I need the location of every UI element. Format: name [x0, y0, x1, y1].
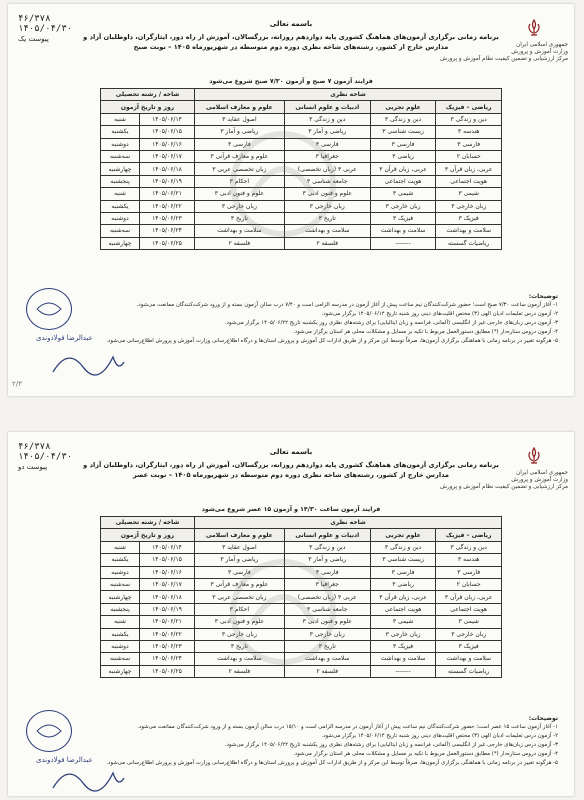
- subject-cell: عربی، زبان قرآن ۳: [370, 163, 436, 175]
- notes-heading: توضیحات:: [528, 715, 558, 722]
- subject-cell: سلامت و بهداشت: [370, 653, 436, 665]
- watermark-logo-icon: [198, 124, 368, 244]
- column-header: علوم تجربی: [370, 101, 436, 113]
- subject-cell: ریاضی و آمار ۳: [195, 554, 285, 566]
- note-item: ۵- هرگونه تغییر در برنامه زمانی با هماهنگی برگزاری آزمون‌ها، صرفاً توسط این مرکز و از طریق ادارات کل آموزش و پرورش استان‌ها و درگاه اطلاع‌رسانی وزارت آموزش و پرورش اطلاع‌رسانی می‌شود.: [106, 760, 558, 766]
- exam-day-cell: دوشنبه: [101, 138, 140, 150]
- exam-day-cell: شنبه: [101, 113, 140, 125]
- subject-cell: دین و زندگی ۳: [284, 113, 370, 125]
- subject-cell: حسابان ۲: [436, 150, 502, 162]
- subject-cell: فارسی ۳: [284, 566, 370, 578]
- subject-cell: فارسی ۳: [436, 138, 502, 150]
- attachment-label: پیوست دو: [18, 463, 48, 471]
- ministry-line: مرکز ارزشیابی و تضمین کیفیت نظام آموزش و پرورش: [440, 484, 568, 490]
- subject-cell: سلامت و بهداشت: [436, 225, 502, 237]
- exam-date-cell: ۱۴۰۵/۰۶/۱۷: [140, 578, 195, 590]
- subject-cell: ریاضی و آمار ۳: [284, 554, 370, 566]
- reference-number: ۴۶/۳۷۸: [18, 14, 51, 24]
- exam-day-cell: پنجشنبه: [101, 175, 140, 187]
- exam-date-cell: ۱۴۰۵/۰۶/۱۶: [140, 566, 195, 578]
- subject-cell: هویت اجتماعی: [370, 603, 436, 615]
- subject-cell: زبان تخصصی عربی ۳: [195, 591, 285, 603]
- subject-cell: زبان خارجی ۳: [284, 628, 370, 640]
- exam-date-cell: ۱۴۰۵/۰۶/۲۳: [140, 640, 195, 652]
- subject-cell: -------: [370, 665, 436, 677]
- exam-day-cell: چهارشنبه: [101, 665, 140, 677]
- subject-cell: فیزیک ۳: [436, 640, 502, 652]
- subject-cell: هندسه ۳: [436, 554, 502, 566]
- subject-cell: عربی، زبان قرآن ۳: [436, 591, 502, 603]
- exam-day-cell: شنبه: [101, 541, 140, 553]
- subject-cell: حسابان ۲: [436, 578, 502, 590]
- exam-day-cell: چهارشنبه: [101, 237, 140, 249]
- note-item: ۱- آغاز آزمون ساعت ۱۵ عصر است؛ حضور شرکت‌کنندگان نیم ساعت پیش از آغاز آزمون در مدرسه الزامی است و ۱۵/۱۰ درب سالن آزمون بسته و از ورود شرکت‌کنندگان ممانعت می‌شود.: [137, 724, 558, 730]
- signer-name: عبدالرضا فولادوندی: [36, 756, 93, 764]
- subject-cell: ریاضیات گسسته: [436, 237, 502, 249]
- exam-time-subhead: فرایند آزمون ساعت ۱۴/۳۰ و آزمون ۱۵ عصر شروع می‌شود: [201, 506, 381, 513]
- subject-cell: زبان خارجی ۳: [436, 628, 502, 640]
- subject-cell: عربی ۳ (زبان تخصصی): [284, 591, 370, 603]
- exam-date-cell: ۱۴۰۵/۰۶/۲۵: [140, 665, 195, 677]
- subject-cell: اصول عقاید ۳: [195, 113, 285, 125]
- exam-day-cell: سه‌شنبه: [101, 653, 140, 665]
- subject-cell: زبان تخصصی عربی ۳: [195, 163, 285, 175]
- exam-day-cell: یکشنبه: [101, 554, 140, 566]
- exam-date-cell: ۱۴۰۵/۰۶/۲۵: [140, 237, 195, 249]
- subject-cell: تاریخ ۳: [195, 212, 285, 224]
- subject-cell: سلامت و بهداشت: [195, 653, 285, 665]
- subject-cell: ریاضیات گسسته: [436, 665, 502, 677]
- subject-cell: فلسفه ۲: [195, 665, 285, 677]
- exam-day-cell: پنجشنبه: [101, 603, 140, 615]
- subject-cell: دین و زندگی ۳: [284, 541, 370, 553]
- exam-day-cell: دوشنبه: [101, 212, 140, 224]
- bismillah: باسمه تعالی: [269, 20, 313, 28]
- note-item: ۴- آزمون دروس ستاره‌دار (*) مطابق دستورالعمل مربوط با تکیه بر مسایل و مشکلات محلی هر استان برگزار می‌شود.: [293, 751, 558, 757]
- subject-cell: هویت اجتماعی: [370, 175, 436, 187]
- subject-cell: تاریخ ۳: [195, 640, 285, 652]
- exam-day-cell: یکشنبه: [101, 200, 140, 212]
- subject-cell: فارسی ۳: [370, 566, 436, 578]
- subject-cell: تاریخ ۳: [284, 640, 370, 652]
- subject-cell: سلامت و بهداشت: [284, 653, 370, 665]
- subject-cell: زیست شناسی ۳: [370, 554, 436, 566]
- subject-cell: علوم و معارف قرآنی ۳: [195, 150, 285, 162]
- branch-header: شاخه نظری: [195, 517, 502, 529]
- subject-cell: زبان خارجی ۳: [195, 200, 285, 212]
- subject-cell: هویت اجتماعی: [436, 603, 502, 615]
- note-item: ۲- آزمون درس تعلیمات ادیان الهی (۳) مختص اقلیت‌های دینی روز شنبه تاریخ ۱۴۰۵/۰۶/۱۴ برگزار می‌شود.: [321, 733, 558, 739]
- column-header: علوم تجربی: [370, 529, 436, 541]
- subject-cell: شیمی ۳: [436, 188, 502, 200]
- circular-stamp-icon: [26, 710, 72, 752]
- subject-cell: احکام ۳: [195, 603, 285, 615]
- exam-day-cell: سه‌شنبه: [101, 150, 140, 162]
- subject-cell: فارسی ۳: [370, 138, 436, 150]
- subject-cell: سلامت و بهداشت: [436, 653, 502, 665]
- subject-cell: هویت اجتماعی: [436, 175, 502, 187]
- subject-cell: علوم و فنون ادبی ۳: [195, 188, 285, 200]
- subject-cell: علوم و معارف قرآنی ۳: [195, 578, 285, 590]
- column-header: علوم و معارف اسلامی: [195, 529, 285, 541]
- exam-date-cell: ۱۴۰۵/۰۶/۱۵: [140, 554, 195, 566]
- column-header: ادبیات و علوم انسانی: [284, 529, 370, 541]
- note-item: ۴- آزمون دروس ستاره‌دار (*) مطابق دستورالعمل مربوط با تکیه بر مسایل و مشکلات محلی هر استان برگزار می‌شود.: [293, 329, 558, 335]
- subject-cell: عربی ۳ (زبان تخصصی): [284, 163, 370, 175]
- exam-day-cell: شنبه: [101, 616, 140, 628]
- subject-cell: فارسی ۳: [436, 566, 502, 578]
- subject-cell: زبان خارجی ۳: [195, 628, 285, 640]
- day-date-header: روز و تاریخ آزمون: [101, 101, 195, 113]
- exam-time-subhead: فرایند آزمون ۷ صبح و آزمون ۷/۳۰ صبح شروع می‌شود: [209, 78, 373, 85]
- exam-date-cell: ۱۴۰۵/۰۶/۱۴: [140, 113, 195, 125]
- subject-cell: زبان خارجی ۳: [370, 628, 436, 640]
- exam-day-cell: دوشنبه: [101, 566, 140, 578]
- subject-cell: هندسه ۳: [436, 126, 502, 138]
- subject-cell: عربی، زبان قرآن ۳: [436, 163, 502, 175]
- subject-cell: فلسفه ۲: [284, 237, 370, 249]
- attachment-label: پیوست یک: [18, 35, 49, 43]
- bismillah: باسمه تعالی: [269, 448, 313, 456]
- subject-cell: زیست شناسی ۳: [370, 126, 436, 138]
- subject-cell: شیمی ۳: [370, 188, 436, 200]
- subject-cell: -------: [370, 237, 436, 249]
- column-header: علوم و معارف اسلامی: [195, 101, 285, 113]
- subject-cell: علوم و فنون ادبی ۳: [284, 616, 370, 628]
- exam-date-cell: ۱۴۰۵/۰۶/۱۸: [140, 591, 195, 603]
- exam-day-cell: دوشنبه: [101, 640, 140, 652]
- subject-cell: سلامت و بهداشت: [370, 225, 436, 237]
- watermark-logo-icon: [198, 552, 368, 672]
- page-number: ۲/۳: [12, 380, 22, 388]
- column-header: ادبیات و علوم انسانی: [284, 101, 370, 113]
- subject-cell: فارسی ۳: [195, 566, 285, 578]
- subject-cell: جغرافیا ۳: [284, 150, 370, 162]
- subject-cell: دین و زندگی ۳: [370, 113, 436, 125]
- notes-heading: توضیحات:: [528, 293, 558, 300]
- subject-cell: فیزیک ۳: [370, 212, 436, 224]
- reference-date: ۱۴۰۵/۰۴/۳۰: [18, 24, 73, 34]
- exam-date-cell: ۱۴۰۵/۰۶/۲۴: [140, 653, 195, 665]
- exam-day-cell: یکشنبه: [101, 126, 140, 138]
- subject-cell: ریاضی ۳: [370, 150, 436, 162]
- subject-cell: تاریخ ۳: [284, 212, 370, 224]
- subject-cell: ریاضی ۳: [370, 578, 436, 590]
- day-date-header: روز و تاریخ آزمون: [101, 529, 195, 541]
- document-title: برنامه زمانی برگزاری آزمون‌های هماهنگ کشوری پایه دوازدهم روزانه، بزرگسالان، آموزش از راه دور، ایثارگران، داوطلبان آزاد و مدارس خارج از کشور، رشته‌های شاخه نظری دوره دوم متوسطه در شهریورماه ۱۴۰۵ – نوبت عصر: [83, 461, 499, 479]
- exam-date-cell: ۱۴۰۵/۰۶/۱۶: [140, 138, 195, 150]
- reference-number: ۴۶/۳۷۸: [18, 442, 51, 452]
- ministry-line: جمهوری اسلامی ایران: [516, 470, 568, 476]
- subject-cell: سلامت و بهداشت: [284, 225, 370, 237]
- exam-date-cell: ۱۴۰۵/۰۶/۲۱: [140, 188, 195, 200]
- exam-date-cell: ۱۴۰۵/۰۶/۱۸: [140, 163, 195, 175]
- subject-cell: زبان خارجی ۳: [370, 200, 436, 212]
- subject-cell: شیمی ۳: [436, 616, 502, 628]
- exam-date-cell: ۱۴۰۵/۰۶/۲۱: [140, 616, 195, 628]
- ministry-line: جمهوری اسلامی ایران: [516, 42, 568, 48]
- subject-cell: علوم و فنون ادبی ۳: [284, 188, 370, 200]
- column-header: ریاضی – فیزیک: [436, 529, 502, 541]
- signature-icon: [48, 758, 128, 796]
- subject-cell: شیمی ۳: [370, 616, 436, 628]
- subject-cell: اصول عقاید ۳: [195, 541, 285, 553]
- subject-cell: فیزیک ۳: [436, 212, 502, 224]
- exam-day-cell: شنبه: [101, 188, 140, 200]
- document-page-morning: [8, 4, 574, 396]
- exam-day-cell: سه‌شنبه: [101, 225, 140, 237]
- document-page-afternoon: [8, 432, 574, 796]
- exam-date-cell: ۱۴۰۵/۰۶/۱۹: [140, 603, 195, 615]
- exam-date-cell: ۱۴۰۵/۰۶/۲۴: [140, 225, 195, 237]
- exam-date-cell: ۱۴۰۵/۰۶/۱۴: [140, 541, 195, 553]
- reference-date: ۱۴۰۵/۰۴/۳۰: [18, 452, 73, 462]
- track-header: شاخه / رشته تحصیلی: [101, 89, 195, 101]
- subject-cell: فارسی ۳: [195, 138, 285, 150]
- ministry-line: وزارت آموزش و پرورش: [511, 49, 568, 55]
- subject-cell: زبان خارجی ۳: [284, 200, 370, 212]
- notes-section: [48, 292, 558, 346]
- subject-cell: دین و زندگی ۳: [370, 541, 436, 553]
- exam-date-cell: ۱۴۰۵/۰۶/۲۳: [140, 212, 195, 224]
- document-title: برنامه زمانی برگزاری آزمون‌های هماهنگ کشوری پایه دوازدهم روزانه، بزرگسالان، آموزش از راه دور، ایثارگران، داوطلبان آزاد و مدارس خارج از کشور، رشته‌های شاخه نظری دوره دوم متوسطه در شهریورماه ۱۴۰۵ – نوبت صبح: [83, 33, 499, 51]
- subject-cell: جامعه شناسی ۳: [284, 603, 370, 615]
- subject-cell: عربی، زبان قرآن ۳: [370, 591, 436, 603]
- subject-cell: زبان خارجی ۳: [436, 200, 502, 212]
- exam-day-cell: سه‌شنبه: [101, 578, 140, 590]
- note-item: ۲- آزمون درس تعلیمات ادیان الهی (۳) مختص اقلیت‌های دینی روز شنبه تاریخ ۱۴۰۵/۰۶/۱۴ برگزار می‌شود.: [321, 311, 558, 317]
- branch-header: شاخه نظری: [195, 89, 502, 101]
- note-item: ۳- آزمون درس زبان‌های خارجی غیر از انگلیسی (آلمانی، فرانسه و زبان ایتالیایی) برای رشته‌های نظری روز یکشنبه تاریخ ۱۴۰۵/۰۶/۲۲ برگزار می‌شود.: [224, 320, 558, 326]
- circular-stamp-icon: [26, 288, 72, 330]
- note-item: ۱- آغاز آزمون ساعت ۷/۳۰ صبح است؛ حضور شرکت‌کنندگان نیم ساعت پیش از آغاز آزمون در مدرسه الزامی است و ۷/۴۰ درب سالن آزمون بسته و از ورود شرکت‌کنندگان ممانعت می‌شود.: [136, 302, 558, 308]
- subject-cell: ریاضی و آمار ۳: [195, 126, 285, 138]
- ministry-line: وزارت آموزش و پرورش: [511, 477, 568, 483]
- exam-date-cell: ۱۴۰۵/۰۶/۱۷: [140, 150, 195, 162]
- exam-date-cell: ۱۴۰۵/۰۶/۱۹: [140, 175, 195, 187]
- subject-cell: سلامت و بهداشت: [195, 225, 285, 237]
- exam-day-cell: یکشنبه: [101, 628, 140, 640]
- exam-day-cell: چهارشنبه: [101, 591, 140, 603]
- subject-cell: فارسی ۳: [284, 138, 370, 150]
- ministry-line: مرکز ارزشیابی و تضمین کیفیت نظام آموزش و پرورش: [440, 56, 568, 62]
- subject-cell: دین و زندگی ۳: [436, 113, 502, 125]
- exam-day-cell: چهارشنبه: [101, 163, 140, 175]
- note-item: ۵- هرگونه تغییر در برنامه زمانی با هماهنگی برگزاری آزمون‌ها، صرفاً توسط این مرکز و از طریق ادارات کل آموزش و پرورش استان‌ها و درگاه اطلاع‌رسانی وزارت آموزش و پرورش اطلاع‌رسانی می‌شود.: [106, 338, 558, 344]
- subject-cell: فیزیک ۳: [370, 640, 436, 652]
- subject-cell: جامعه شناسی ۳: [284, 175, 370, 187]
- subject-cell: احکام ۳: [195, 175, 285, 187]
- subject-cell: جغرافیا ۳: [284, 578, 370, 590]
- exam-date-cell: ۱۴۰۵/۰۶/۲۲: [140, 628, 195, 640]
- track-header: شاخه / رشته تحصیلی: [101, 517, 195, 529]
- subject-cell: ریاضی و آمار ۳: [284, 126, 370, 138]
- signature-icon: [48, 342, 128, 382]
- note-item: ۳- آزمون درس زبان‌های خارجی غیر از انگلیسی (آلمانی، فرانسه و زبان ایتالیایی) برای رشته‌های نظری روز یکشنبه تاریخ ۱۴۰۵/۰۶/۲۲ برگزار می‌شود.: [224, 742, 558, 748]
- subject-cell: علوم و فنون ادبی ۳: [195, 616, 285, 628]
- exam-date-cell: ۱۴۰۵/۰۶/۱۵: [140, 126, 195, 138]
- exam-date-cell: ۱۴۰۵/۰۶/۲۲: [140, 200, 195, 212]
- subject-cell: فلسفه ۲: [284, 665, 370, 677]
- column-header: ریاضی – فیزیک: [436, 101, 502, 113]
- subject-cell: فلسفه ۲: [195, 237, 285, 249]
- signer-name: عبدالرضا فولادوندی: [36, 334, 93, 342]
- subject-cell: دین و زندگی ۳: [436, 541, 502, 553]
